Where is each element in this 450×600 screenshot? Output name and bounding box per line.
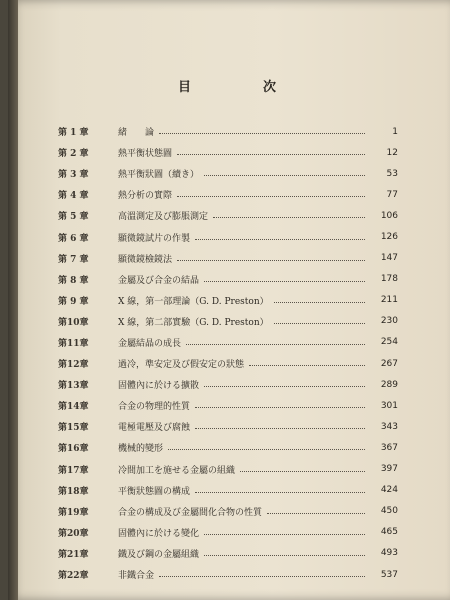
toc-row	[58, 142, 398, 163]
chapter-number: 第 6 章	[58, 233, 89, 244]
chapter-title: 顯微鏡檢鏡法	[118, 254, 173, 265]
toc-row	[58, 311, 398, 332]
chapter-number: 第 8 章	[58, 275, 89, 286]
chapter-number: 第 2 章	[58, 149, 89, 160]
leader-dots	[274, 302, 365, 303]
chapter-title: 緒 論	[118, 128, 155, 139]
chapter-title: 鐵及び鋼の金屬組織	[118, 549, 200, 560]
chapter-number: 第10章	[58, 317, 89, 328]
page-number: 267	[380, 358, 398, 369]
chapter-number: 第16章	[58, 444, 89, 455]
page-number: 211	[380, 295, 398, 306]
leader-dots	[195, 492, 365, 493]
leader-dots	[249, 365, 365, 366]
page-number: 126	[380, 232, 398, 243]
chapter-number: 第19章	[58, 507, 89, 518]
leader-dots	[204, 386, 365, 387]
chapter-title: 機械的變形	[118, 444, 164, 455]
heading-char-right: 次	[263, 80, 279, 95]
chapter-title: X 線，第二部實驗（G. D. Preston）	[118, 317, 269, 328]
leader-dots	[240, 471, 365, 472]
toc-row	[58, 437, 398, 458]
toc-row	[58, 184, 398, 205]
leader-dots	[195, 407, 365, 408]
toc-row	[58, 353, 398, 374]
chapter-title: 固體內に於ける變化	[118, 528, 200, 539]
page-number: 424	[380, 485, 398, 496]
leader-dots	[267, 513, 365, 514]
toc-row	[58, 226, 398, 247]
table-of-contents	[58, 121, 398, 585]
leader-dots	[159, 576, 365, 577]
toc-row	[58, 290, 398, 311]
chapter-title: 金屬及び合金の結晶	[118, 275, 200, 286]
heading-char-left: 目	[178, 80, 194, 95]
toc-row	[58, 395, 398, 416]
leader-dots	[177, 260, 365, 261]
page-number: 289	[380, 379, 398, 390]
leader-dots	[168, 449, 365, 450]
page-number: 12	[386, 147, 398, 158]
chapter-title: 合金の構成及び金屬間化合物の性質	[118, 507, 263, 518]
chapter-number: 第 9 章	[58, 296, 89, 307]
page-number: 537	[380, 569, 398, 580]
chapter-title: 顯微鏡試片の作製	[118, 233, 191, 244]
toc-row	[58, 205, 398, 226]
chapter-number: 第 5 章	[58, 212, 89, 223]
chapter-title: 過冷，準安定及び假安定の狀態	[118, 360, 245, 371]
chapter-number: 第22章	[58, 571, 89, 582]
chapter-title: 平衡狀態圖の構成	[118, 486, 191, 497]
page-number: 53	[386, 168, 398, 179]
chapter-title: 非鐵合金	[118, 571, 155, 582]
chapter-number: 第 1 章	[58, 128, 89, 139]
chapter-title: 合金の物理的性質	[118, 402, 191, 413]
chapter-number: 第15章	[58, 423, 89, 434]
leader-dots	[204, 281, 365, 282]
chapter-title: 冷間加工を施せる金屬の組織	[118, 465, 236, 476]
page-number: 450	[380, 506, 398, 517]
toc-row	[58, 121, 398, 142]
toc-row	[58, 501, 398, 522]
toc-row	[58, 248, 398, 269]
page-number: 465	[380, 527, 398, 538]
toc-row	[58, 480, 398, 501]
page-number: 1	[392, 126, 398, 137]
page-number: 397	[380, 464, 398, 475]
chapter-number: 第 7 章	[58, 254, 89, 265]
leader-dots	[274, 323, 365, 324]
chapter-number: 第11章	[58, 338, 89, 349]
page-number: 147	[380, 253, 398, 264]
chapter-title: 熱平衡状態圖	[118, 149, 173, 160]
toc-row	[58, 332, 398, 353]
page-number: 367	[380, 442, 398, 453]
leader-dots	[204, 175, 365, 176]
leader-dots	[177, 196, 365, 197]
chapter-number: 第20章	[58, 528, 89, 539]
chapter-title: 高溫測定及び膨脹測定	[118, 212, 209, 223]
chapter-number: 第 4 章	[58, 191, 89, 202]
page-number: 301	[380, 400, 398, 411]
leader-dots	[177, 154, 365, 155]
page-number: 343	[380, 421, 398, 432]
page-number: 493	[380, 548, 398, 559]
chapter-title: 熱平衡狀圖（續き）	[118, 170, 200, 181]
toc-row	[58, 459, 398, 480]
leader-dots	[186, 344, 365, 345]
toc-row	[58, 163, 398, 184]
book-spine-shadow	[8, 0, 18, 600]
page-number: 230	[380, 316, 398, 327]
chapter-number: 第14章	[58, 402, 89, 413]
toc-row	[58, 374, 398, 395]
leader-dots	[159, 133, 365, 134]
leader-dots	[204, 555, 365, 556]
chapter-title: 電極電壓及び腐蝕	[118, 423, 191, 434]
chapter-title: 固體內に於ける擴散	[118, 381, 200, 392]
chapter-number: 第 3 章	[58, 170, 89, 181]
page-number: 77	[386, 189, 398, 200]
leader-dots	[195, 239, 365, 240]
leader-dots	[204, 534, 365, 535]
toc-row	[58, 269, 398, 290]
toc-row	[58, 416, 398, 437]
toc-row	[58, 522, 398, 543]
toc-row	[58, 543, 398, 564]
page-number: 178	[380, 274, 398, 285]
page-number: 254	[380, 337, 398, 348]
chapter-title: 熱分析の實際	[118, 191, 173, 202]
leader-dots	[213, 217, 365, 218]
chapter-title: X 線，第一部理論（G. D. Preston）	[118, 296, 269, 307]
chapter-number: 第13章	[58, 381, 89, 392]
page-number: 106	[380, 210, 398, 221]
chapter-number: 第21章	[58, 549, 89, 560]
chapter-title: 金屬結晶の成長	[118, 338, 182, 349]
chapter-number: 第18章	[58, 486, 89, 497]
chapter-number: 第12章	[58, 360, 89, 371]
leader-dots	[195, 428, 365, 429]
toc-row	[58, 564, 398, 585]
chapter-number: 第17章	[58, 465, 89, 476]
